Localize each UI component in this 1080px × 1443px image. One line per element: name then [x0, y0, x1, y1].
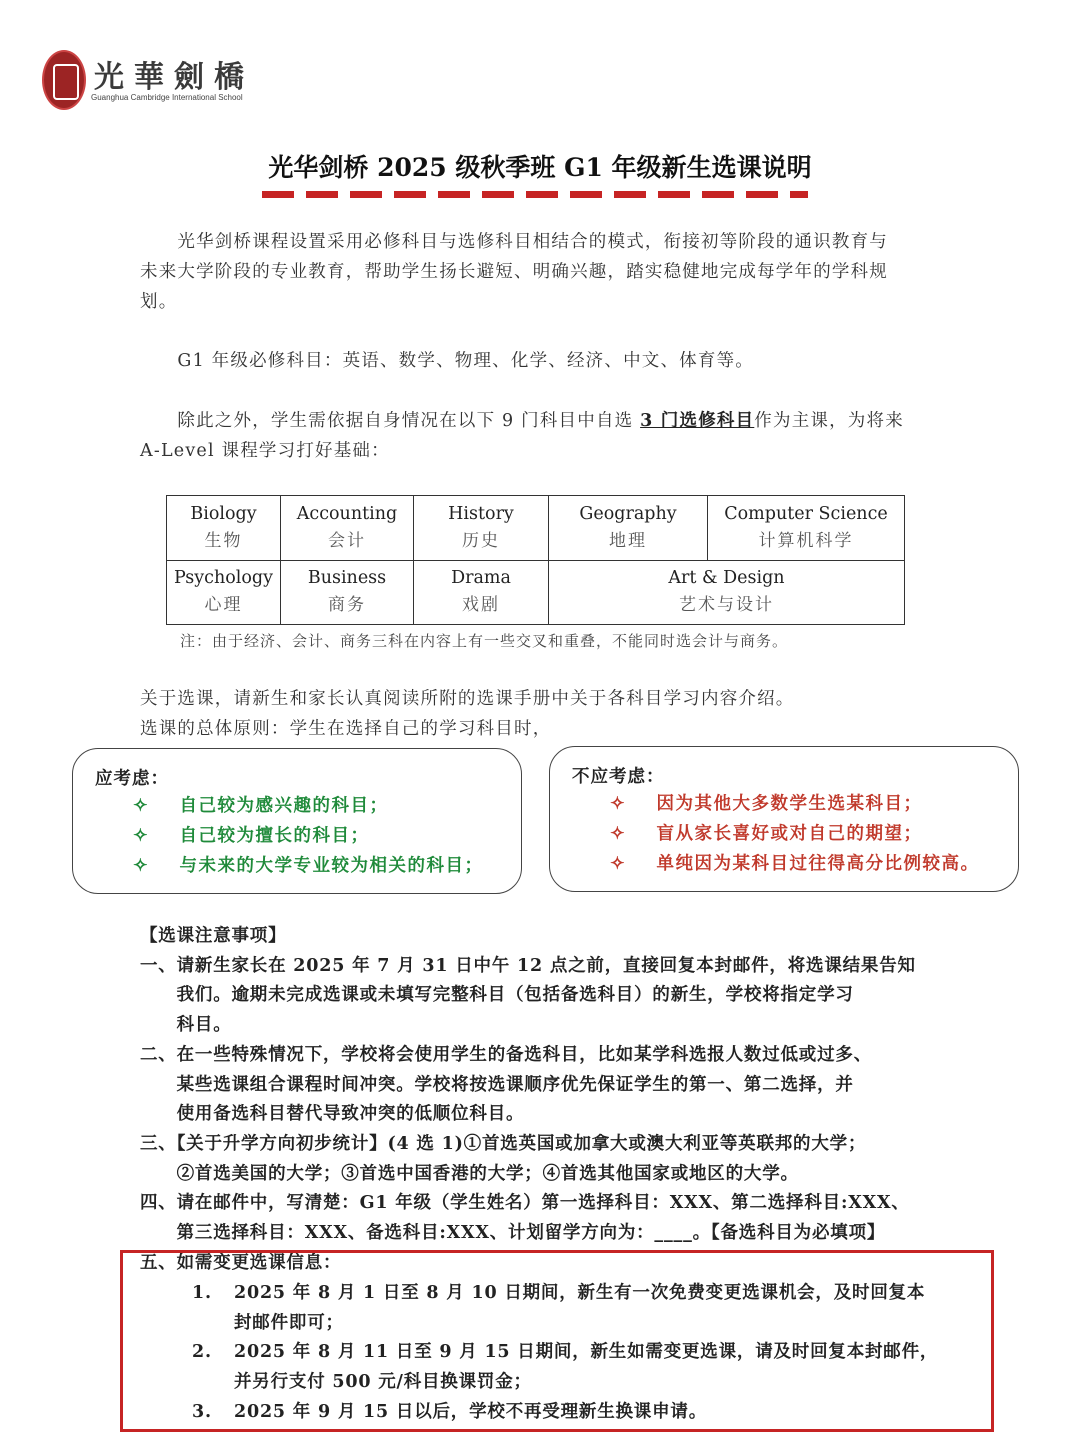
- elective-intro-line2: A-Level 课程学习打好基础：: [140, 441, 390, 461]
- title-dashed-underline: [262, 191, 808, 198]
- notice-line: 某些选课组合课程时间冲突。学校将按选课顺序优先保证学生的第一、第二选择，并: [140, 1074, 854, 1095]
- item-number: 2.: [192, 1342, 212, 1363]
- star-bullet-icon: ✧: [133, 826, 150, 846]
- star-bullet-icon: ✧: [610, 824, 627, 844]
- should-consider-list: [133, 791, 484, 881]
- notice-line: 四、请在邮件中，写清楚：G1 年级（学生姓名）第一选择科目：XXX、第二选择科目:XXX、: [140, 1193, 910, 1214]
- guidance: [140, 684, 940, 744]
- notice-line: 第三选择科目：XXX、备选科目:XXX、计划留学方向为：____。【备选科目为必填项】: [140, 1223, 886, 1244]
- school-name-cn: 光華劍橋: [94, 60, 254, 95]
- should-consider-box: [72, 748, 522, 894]
- item-number: 1.: [192, 1283, 212, 1303]
- subject-cell-computer-science: Computer Science 计算机科学: [708, 496, 905, 561]
- guidance-line-1: 关于选课，请新生和家长认真阅读所附的选课手册中关于各科目学习内容介绍。: [140, 689, 795, 709]
- list-item: ✧ 单纯因为某科目过往得高分比例较高。: [610, 854, 980, 874]
- list-item: ✧ 自己较为擅长的科目；: [133, 826, 370, 846]
- intro-paragraph-1: [140, 227, 940, 317]
- should-not-consider-list: [610, 789, 980, 879]
- notice-line: 一、请新生家长在 2025 年 7 月 31 日中午 12 点之前，直接回复本封邮件，将选课结果告知: [140, 955, 916, 976]
- subject-cell-geography: Geography 地理: [549, 496, 708, 561]
- intro-line: 划。: [140, 292, 178, 312]
- list-item: 2. 2025 年 8 月 11 日至 9 月 15 日期间，新生如需变更选课，请及时回复本封邮件， 并另行支付 500 元/科目换课罚金；: [192, 1338, 938, 1397]
- notice-line: 三、【关于升学方向初步统计】(4 选 1)①首选英国或加拿大或澳大利亚等英联邦的大学；: [140, 1133, 867, 1154]
- highlight-frame: [120, 1250, 994, 1432]
- subject-cell-accounting: Accounting 会计: [281, 496, 414, 561]
- star-bullet-icon: ✧: [610, 794, 627, 814]
- notice-line: 科目。: [140, 1015, 232, 1036]
- subject-cell-art-design: Art & Design 艺术与设计: [549, 560, 905, 625]
- elective-count-emphasis: 3 门选修科目: [640, 411, 755, 431]
- school-name-en: Guanghua Cambridge International School: [91, 93, 243, 102]
- notice-line: 使用备选科目替代导致冲突的低顺位科目。: [140, 1104, 525, 1125]
- list-item: ✧ 与未来的大学专业较为相关的科目；: [133, 856, 484, 876]
- notice-section: [140, 922, 916, 1278]
- notice-line: 我们。逾期未完成选课或未填写完整科目（包括备选科目）的新生，学校将指定学习: [140, 985, 854, 1006]
- list-item: 1. 2025 年 8 月 1 日至 8 月 10 日期间，新生有一次免费变更选课机会，及时回复本 封邮件即可；: [192, 1279, 938, 1338]
- notice-line: 二、在一些特殊情况下，学校将会使用学生的备选科目，比如某学科选报人数过低或过多、: [140, 1044, 872, 1065]
- intro-line: 未来大学阶段的专业教育，帮助学生扬长避短、明确兴趣，踏实稳健地完成每学年的学科规: [140, 262, 888, 282]
- elective-subjects-table: [166, 495, 905, 625]
- document-title: 光华剑桥 2025 级秋季班 G1 年级新生选课说明: [268, 153, 812, 182]
- notice-line: 五、如需变更选课信息：: [140, 1252, 342, 1273]
- star-bullet-icon: ✧: [133, 796, 150, 816]
- subject-cell-history: History 历史: [414, 496, 549, 561]
- should-consider-title: 应考虑：: [95, 769, 169, 789]
- subject-cell-psychology: Psychology 心理: [167, 560, 281, 625]
- school-seal-logo: [42, 50, 86, 110]
- subject-cell-business: Business 商务: [281, 560, 414, 625]
- list-item: ✧ 盲从家长喜好或对自己的期望；: [610, 824, 923, 844]
- star-bullet-icon: ✧: [610, 854, 627, 874]
- star-bullet-icon: ✧: [133, 856, 150, 876]
- list-item: ✧ 因为其他大多数学生选某科目；: [610, 794, 923, 814]
- elective-intro: [140, 406, 940, 466]
- list-item: ✧ 自己较为感兴趣的科目；: [133, 796, 389, 816]
- elective-intro-prefix: 除此之外，学生需依据自身情况在以下 9 门科目中自选: [140, 411, 641, 431]
- should-not-consider-title: 不应考虑：: [572, 767, 665, 787]
- subject-cell-drama: Drama 戏剧: [414, 560, 549, 625]
- item-number: 3.: [192, 1401, 212, 1422]
- table-note: 注：由于经济、会计、商务三科在内容上有一些交叉和重叠，不能同时选会计与商务。: [180, 632, 789, 650]
- subject-cell-biology: Biology 生物: [167, 496, 281, 561]
- notice-line: ②首选美国的大学；③首选中国香港的大学；④首选其他国家或地区的大学。: [140, 1163, 799, 1184]
- table-row: [167, 496, 905, 561]
- table-row: [167, 560, 905, 625]
- intro-line: 光华剑桥课程设置采用必修科目与选修科目相结合的模式，衔接初等阶段的通识教育与: [140, 232, 888, 252]
- required-subjects: G1 年级必修科目：英语、数学、物理、化学、经济、中文、体育等。: [140, 351, 754, 371]
- notice-heading: 【选课注意事项】: [140, 926, 287, 946]
- should-not-consider-box: [549, 746, 1019, 892]
- list-item: 3. 2025 年 9 月 15 日以后，学校不再受理新生换课申请。: [192, 1398, 938, 1428]
- elective-intro-suffix: 作为主课，为将来: [754, 411, 904, 431]
- guidance-line-2: 选课的总体原则：学生在选择自己的学习科目时，: [140, 719, 552, 739]
